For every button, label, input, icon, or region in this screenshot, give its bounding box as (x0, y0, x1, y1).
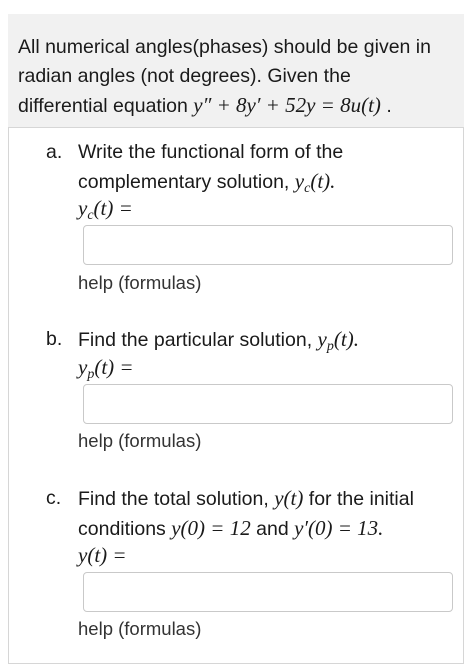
part-a-answer-input[interactable] (83, 225, 453, 265)
problem-statement (18, 33, 458, 121)
equation-period: . (386, 95, 392, 117)
part-c-question (46, 484, 456, 544)
part-b-answer-input[interactable] (83, 384, 453, 424)
part-a-question (46, 138, 456, 203)
part-a-line-1: Write the functional form of the (78, 141, 344, 163)
differential-equation: y″ + 8y′ + 52y = 8u(t) (193, 93, 381, 117)
part-a-text (78, 138, 456, 203)
part-a-equation-label: $y_c(t)$ = (78, 196, 133, 223)
part-c-line-1: Find the total solution, y(t) for the initial (78, 486, 414, 510)
part-a-letter: a. (46, 141, 63, 163)
part-c-line-2: conditions y(0) = 12 and y′(0) = 13. (78, 516, 384, 540)
part-b-text: Find the particular solution, $y_p(t)$. (78, 327, 359, 354)
part-b-letter: b. (46, 328, 63, 350)
part-c-equation-label: y(t) = (78, 543, 127, 567)
intro-line-3-text: differential equation (18, 95, 188, 117)
part-b-help-link[interactable]: help (formulas) (78, 430, 202, 451)
part-c-answer-input[interactable] (83, 572, 453, 612)
intro-line-3 (18, 91, 458, 121)
part-c-text (78, 484, 456, 544)
part-a-help-link[interactable]: help (formulas) (78, 272, 202, 293)
intro-line-2: radian angles (not degrees). Given the (18, 65, 351, 87)
part-c-help-link[interactable]: help (formulas) (78, 618, 202, 639)
intro-line-1: All numerical angles(phases) should be given in (18, 36, 431, 58)
cropped-top-text (0, 0, 474, 12)
part-a-line-2: complementary solution, $y_c(t)$. (78, 169, 336, 196)
part-c-letter: c. (46, 487, 62, 509)
part-b-equation-label: $y_p(t)$ = (78, 355, 134, 382)
